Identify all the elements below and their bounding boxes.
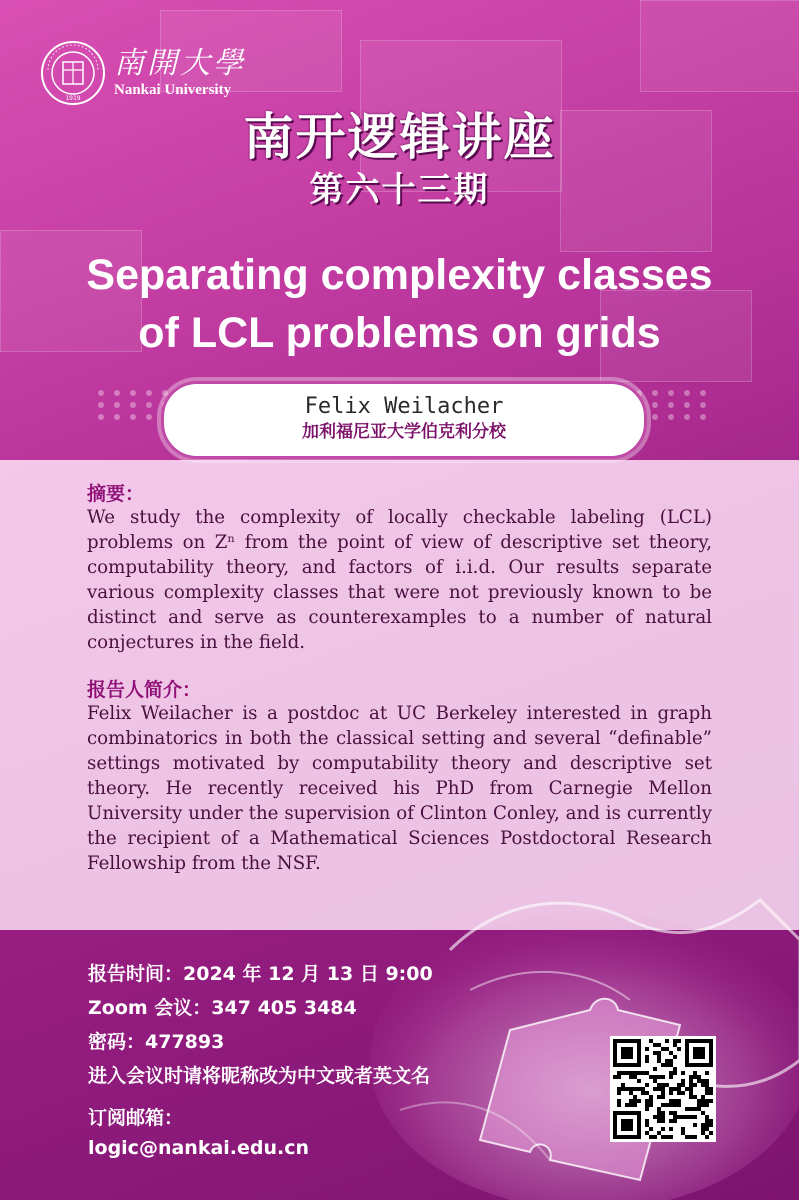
- speaker-name: Felix Weilacher: [304, 394, 504, 419]
- speaker-affiliation: 加利福尼亚大学伯克利分校: [302, 422, 506, 442]
- series-issue: 第六十三期: [309, 170, 490, 210]
- qr-code[interactable]: [610, 1036, 716, 1142]
- university-seal-icon: [40, 40, 106, 106]
- nickname-note: 进入会议时请将昵称改为中文或者英文名: [88, 1065, 431, 1087]
- logo-english-name: Nankai University: [114, 82, 232, 98]
- series-title: 南开逻辑讲座: [243, 108, 556, 166]
- logo-chinese-name: 南開大學: [114, 46, 246, 81]
- subscribe-label: 订阅邮箱：: [88, 1107, 184, 1129]
- meeting-password: 密码：477893: [88, 1031, 225, 1053]
- bio-text: Felix Weilacher is a postdoc at UC Berkeley interested in graph combinatorics in both the classical setting and several “definable” settings motivated by computability theory and descriptive set theory. He recently received his PhD from Carnegie Mellon University under the supervision of Clinton Conley, and is currently the recipient of a Mathematical Sciences Postdoctoral Research Fellowship from the NSF.: [87, 703, 712, 874]
- speaker-card: [161, 381, 647, 459]
- talk-title: [0, 246, 799, 362]
- subscribe-info: [88, 1103, 309, 1163]
- qr-code-icon: [613, 1039, 713, 1139]
- abstract-heading: 摘要：: [87, 483, 145, 505]
- abstract-text: We study the complexity of locally checkable labeling (LCL) problems on Zⁿ from the point of view of descriptive set theory, computability theory, and factors of i.i.d. Our results separate various complexity classes that were not previously known to be distinct and serve as counterexamples to a number of natural conjectures in the field.: [87, 507, 712, 653]
- talk-title-line-2: of LCL problems on grids: [138, 309, 661, 357]
- bio-heading: 报告人简介：: [87, 679, 202, 701]
- decorative-box: [640, 0, 799, 92]
- logo-text: [114, 47, 246, 99]
- event-info: [88, 957, 433, 1093]
- university-logo: [40, 40, 246, 106]
- zoom-meeting-id: Zoom 会议：347 405 3484: [88, 997, 357, 1019]
- svg-text:1919: 1919: [65, 95, 81, 102]
- event-time: 报告时间：2024 年 12 月 13 日 9:00: [88, 963, 433, 985]
- talk-title-line-1: Separating complexity classes: [86, 251, 713, 299]
- subscribe-email[interactable]: logic@nankai.edu.cn: [88, 1137, 310, 1159]
